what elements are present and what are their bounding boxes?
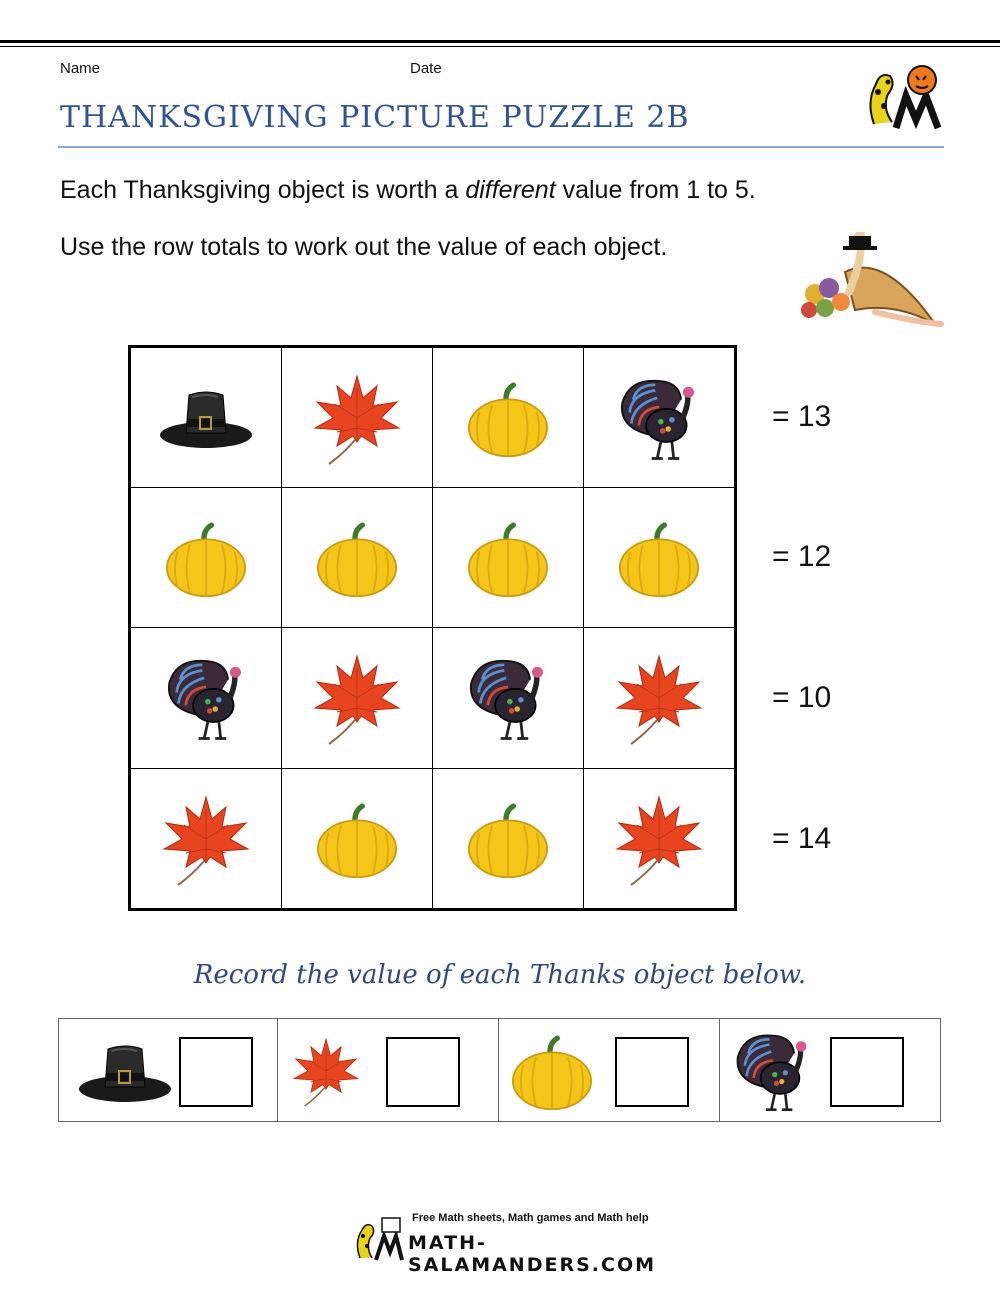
footer-brand[interactable]: MATH-SALAMANDERS.COM	[408, 1232, 656, 1276]
pumpkin-icon	[507, 1031, 597, 1111]
cornucopia-salamander-icon	[785, 232, 945, 332]
salamander-footer-icon	[352, 1216, 404, 1262]
puzzle-cell	[432, 487, 584, 628]
row-total-2: = 12	[772, 540, 832, 573]
puzzle-cell	[432, 347, 584, 488]
pumpkin-icon	[614, 518, 704, 598]
footer-tagline: Free Math sheets, Math games and Math help	[412, 1212, 649, 1224]
instruction-line-1-start: Each Thanksgiving object is worth a	[60, 176, 466, 204]
puzzle-cell	[281, 627, 433, 769]
instruction-line-2: Use the row totals to work out the value of each object.	[60, 233, 668, 261]
leaf-icon	[307, 648, 407, 748]
turkey-icon	[728, 1027, 818, 1115]
instruction-line-1	[60, 176, 756, 205]
pumpkin-icon	[161, 518, 251, 598]
pumpkin-icon	[463, 378, 553, 458]
puzzle-cell	[130, 487, 282, 628]
turkey-icon	[462, 652, 554, 744]
puzzle-cell	[583, 627, 735, 769]
answer-cell-turkey	[720, 1019, 941, 1121]
leaf-icon	[609, 789, 709, 889]
hat-icon	[75, 1037, 175, 1107]
puzzle-cell	[583, 487, 735, 628]
hat-icon	[156, 383, 256, 453]
row-total-4: = 14	[772, 822, 832, 855]
turkey-icon	[613, 372, 705, 464]
pumpkin-icon	[463, 799, 553, 879]
puzzle-cell	[583, 347, 735, 488]
page-title: THANKSGIVING PICTURE PUZZLE 2B	[60, 100, 690, 135]
pumpkin-icon	[463, 518, 553, 598]
answer-box-pumpkin[interactable]	[615, 1037, 689, 1107]
footer-logo	[352, 1212, 656, 1276]
row-total-3: = 10	[772, 681, 832, 714]
salamander-logo-icon	[862, 62, 946, 132]
instruction-line-1-end: value from 1 to 5.	[555, 176, 756, 204]
puzzle-cell	[432, 627, 584, 769]
pumpkin-icon	[312, 799, 402, 879]
puzzle-grid	[128, 345, 737, 911]
puzzle-cell	[281, 347, 433, 488]
puzzle-cell	[130, 627, 282, 769]
row-total-1: = 13	[772, 400, 832, 433]
answer-box-leaf[interactable]	[386, 1037, 460, 1107]
answer-cell-leaf	[278, 1019, 499, 1121]
top-rule	[0, 40, 1000, 43]
answer-box-turkey[interactable]	[830, 1037, 904, 1107]
leaf-icon	[288, 1033, 364, 1109]
answer-cell-hat	[59, 1019, 278, 1121]
puzzle-cell	[432, 768, 584, 909]
turkey-icon	[160, 652, 252, 744]
pumpkin-icon	[312, 518, 402, 598]
record-instruction: Record the value of each Thanks object below.	[193, 960, 807, 990]
date-label: Date	[410, 60, 442, 77]
puzzle-cell	[281, 487, 433, 628]
answer-cell-pumpkin	[499, 1019, 720, 1121]
title-underline	[58, 146, 944, 148]
name-label: Name	[60, 60, 101, 77]
top-rule-thin	[0, 46, 1000, 47]
puzzle-cell	[281, 768, 433, 909]
leaf-icon	[156, 789, 256, 889]
answer-box-hat[interactable]	[179, 1037, 253, 1107]
puzzle-cell	[130, 347, 282, 488]
leaf-icon	[307, 368, 407, 468]
answer-row	[58, 1018, 941, 1122]
instruction-emphasis: different	[465, 176, 556, 204]
puzzle-cell	[130, 768, 282, 909]
puzzle-cell	[583, 768, 735, 909]
leaf-icon	[609, 648, 709, 748]
